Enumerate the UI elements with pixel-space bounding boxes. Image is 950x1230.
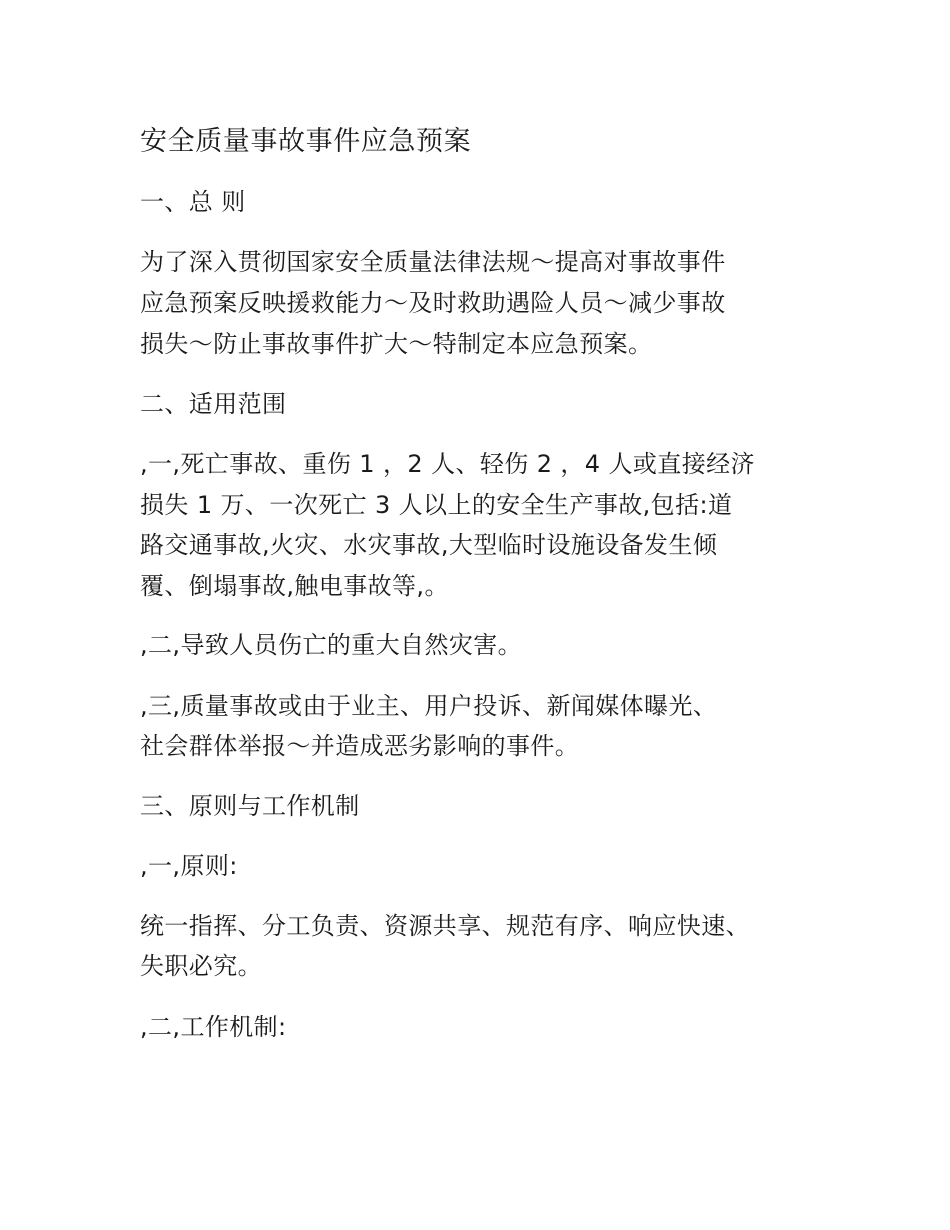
section-heading-general: 一、总 则: [140, 188, 246, 216]
paragraph-line: 社会群体举报～并造成恶劣影响的事件。: [140, 732, 580, 760]
section-heading-scope: 二、适用范围: [140, 390, 287, 418]
paragraph-line: 损失 1 万、一次死亡 3 人以上的安全生产事故,包括:道: [140, 491, 733, 519]
document-title: 安全质量事故事件应急预案: [140, 126, 472, 157]
paragraph-line: 统一指挥、分工负责、资源共享、规范有序、响应快速、: [140, 912, 750, 940]
subheading-principle: ,一,原则:: [140, 852, 238, 880]
paragraph-line: 失职必究。: [140, 952, 262, 980]
paragraph-line: 损失～防止事故事件扩大～特制定本应急预案。: [140, 330, 653, 358]
paragraph-line: 路交通事故,火灾、水灾事故,大型临时设施设备发生倾: [140, 531, 718, 559]
paragraph-line: 应急预案反映援救能力～及时救助遇险人员～减少事故: [140, 289, 726, 317]
section-heading-principles: 三、原则与工作机制: [140, 792, 360, 820]
paragraph-line: 覆、倒塌事故,触电事故等,。: [140, 572, 449, 600]
paragraph-line: ,三,质量事故或由于业主、用户投诉、新闻媒体曝光、: [140, 692, 718, 720]
subheading-mechanism: ,二,工作机制:: [140, 1013, 287, 1041]
paragraph-line: ,二,导致人员伤亡的重大自然灾害。: [140, 631, 523, 659]
paragraph-line: ,一,死亡事故、重伤 1 ，2 人、轻伤 2 ，4 人或直接经济: [140, 450, 755, 478]
paragraph-line: 为了深入贯彻国家安全质量法律法规～提高对事故事件: [140, 248, 726, 276]
